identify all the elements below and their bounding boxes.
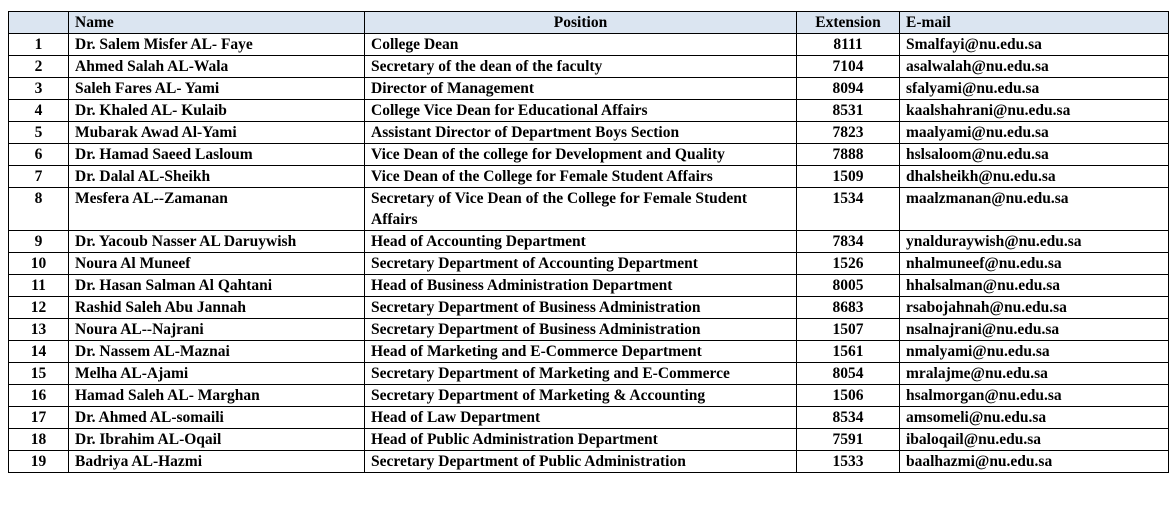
staff-position: Secretary Department of Public Administration <box>365 451 797 473</box>
row-number: 2 <box>9 56 69 78</box>
row-number: 13 <box>9 319 69 341</box>
staff-position: Secretary Department of Marketing & Accounting <box>365 385 797 407</box>
email-address: nhalmuneef@nu.edu.sa <box>900 253 1169 275</box>
staff-position: Assistant Director of Department Boys Section <box>365 122 797 144</box>
table-row <box>9 100 1169 122</box>
phone-extension: 1507 <box>797 319 900 341</box>
row-number: 19 <box>9 451 69 473</box>
row-number: 6 <box>9 144 69 166</box>
row-number: 16 <box>9 385 69 407</box>
phone-extension: 7888 <box>797 144 900 166</box>
staff-name: Noura Al Muneef <box>69 253 365 275</box>
staff-name: Dr. Khaled AL- Kulaib <box>69 100 365 122</box>
phone-extension: 8683 <box>797 297 900 319</box>
table-row <box>9 144 1169 166</box>
table-row <box>9 275 1169 297</box>
staff-name: Saleh Fares AL- Yami <box>69 78 365 100</box>
row-number: 11 <box>9 275 69 297</box>
phone-extension: 1533 <box>797 451 900 473</box>
phone-extension: 1506 <box>797 385 900 407</box>
email-address: Smalfayi@nu.edu.sa <box>900 34 1169 56</box>
phone-extension: 1526 <box>797 253 900 275</box>
phone-extension: 1561 <box>797 341 900 363</box>
table-row <box>9 407 1169 429</box>
staff-position: Head of Marketing and E-Commerce Department <box>365 341 797 363</box>
table-row <box>9 319 1169 341</box>
staff-name: Noura AL--Najrani <box>69 319 365 341</box>
staff-name: Dr. Ahmed AL-somaili <box>69 407 365 429</box>
header-email: E-mail <box>900 12 1169 34</box>
staff-directory-table <box>8 11 1169 473</box>
phone-extension: 8111 <box>797 34 900 56</box>
staff-position: Vice Dean of the college for Development and Quality <box>365 144 797 166</box>
row-number: 4 <box>9 100 69 122</box>
staff-name: Badriya AL-Hazmi <box>69 451 365 473</box>
email-address: amsomeli@nu.edu.sa <box>900 407 1169 429</box>
table-row <box>9 34 1169 56</box>
phone-extension: 8054 <box>797 363 900 385</box>
staff-name: Rashid Saleh Abu Jannah <box>69 297 365 319</box>
header-name: Name <box>69 12 365 34</box>
email-address: ibaloqail@nu.edu.sa <box>900 429 1169 451</box>
phone-extension: 8005 <box>797 275 900 297</box>
table-row <box>9 253 1169 275</box>
staff-name: Melha AL-Ajami <box>69 363 365 385</box>
staff-name: Dr. Ibrahim AL-Oqail <box>69 429 365 451</box>
staff-position: Head of Business Administration Department <box>365 275 797 297</box>
row-number: 1 <box>9 34 69 56</box>
staff-position: Secretary Department of Business Administration <box>365 319 797 341</box>
table-row <box>9 451 1169 473</box>
table-row <box>9 122 1169 144</box>
row-number: 7 <box>9 166 69 188</box>
email-address: rsabojahnah@nu.edu.sa <box>900 297 1169 319</box>
email-address: dhalsheikh@nu.edu.sa <box>900 166 1169 188</box>
row-number: 14 <box>9 341 69 363</box>
staff-position: Head of Public Administration Department <box>365 429 797 451</box>
table-row <box>9 56 1169 78</box>
staff-position: Head of Accounting Department <box>365 231 797 253</box>
row-number: 17 <box>9 407 69 429</box>
staff-position: Secretary Department of Accounting Department <box>365 253 797 275</box>
staff-position: Secretary of Vice Dean of the College for Female Student Affairs <box>365 188 797 231</box>
phone-extension: 1534 <box>797 188 900 231</box>
row-number: 12 <box>9 297 69 319</box>
row-number: 3 <box>9 78 69 100</box>
email-address: ynalduraywish@nu.edu.sa <box>900 231 1169 253</box>
phone-extension: 8531 <box>797 100 900 122</box>
email-address: sfalyami@nu.edu.sa <box>900 78 1169 100</box>
row-number: 15 <box>9 363 69 385</box>
email-address: kaalshahrani@nu.edu.sa <box>900 100 1169 122</box>
table-row <box>9 341 1169 363</box>
email-address: hhalsalman@nu.edu.sa <box>900 275 1169 297</box>
row-number: 9 <box>9 231 69 253</box>
row-number: 18 <box>9 429 69 451</box>
phone-extension: 7823 <box>797 122 900 144</box>
staff-position: Director of Management <box>365 78 797 100</box>
table-row <box>9 78 1169 100</box>
table-row <box>9 231 1169 253</box>
header-position: Position <box>365 12 797 34</box>
phone-extension: 8534 <box>797 407 900 429</box>
email-address: hsalmorgan@nu.edu.sa <box>900 385 1169 407</box>
phone-extension: 1509 <box>797 166 900 188</box>
staff-name: Ahmed Salah AL-Wala <box>69 56 365 78</box>
staff-name: Dr. Dalal AL-Sheikh <box>69 166 365 188</box>
table-row <box>9 363 1169 385</box>
table-row <box>9 166 1169 188</box>
phone-extension: 7834 <box>797 231 900 253</box>
row-number: 10 <box>9 253 69 275</box>
table-row <box>9 188 1169 231</box>
staff-name: Dr. Hasan Salman Al Qahtani <box>69 275 365 297</box>
staff-position: Secretary of the dean of the faculty <box>365 56 797 78</box>
email-address: maalzmanan@nu.edu.sa <box>900 188 1169 231</box>
email-address: mralajme@nu.edu.sa <box>900 363 1169 385</box>
staff-position: Head of Law Department <box>365 407 797 429</box>
staff-name: Dr. Nassem AL-Maznai <box>69 341 365 363</box>
staff-name: Dr. Yacoub Nasser AL Daruywish <box>69 231 365 253</box>
table-body <box>9 34 1169 473</box>
email-address: hslsaloom@nu.edu.sa <box>900 144 1169 166</box>
staff-position: College Vice Dean for Educational Affairs <box>365 100 797 122</box>
staff-position: Secretary Department of Business Administration <box>365 297 797 319</box>
row-number: 5 <box>9 122 69 144</box>
staff-name: Dr. Salem Misfer AL- Faye <box>69 34 365 56</box>
phone-extension: 7591 <box>797 429 900 451</box>
staff-position: Secretary Department of Marketing and E-Commerce <box>365 363 797 385</box>
staff-name: Mubarak Awad Al-Yami <box>69 122 365 144</box>
email-address: nmalyami@nu.edu.sa <box>900 341 1169 363</box>
email-address: asalwalah@nu.edu.sa <box>900 56 1169 78</box>
email-address: nsalnajrani@nu.edu.sa <box>900 319 1169 341</box>
staff-position: Vice Dean of the College for Female Student Affairs <box>365 166 797 188</box>
staff-name: Dr. Hamad Saeed Lasloum <box>69 144 365 166</box>
phone-extension: 7104 <box>797 56 900 78</box>
staff-name: Hamad Saleh AL- Marghan <box>69 385 365 407</box>
table-row <box>9 385 1169 407</box>
phone-extension: 8094 <box>797 78 900 100</box>
header-number <box>9 12 69 34</box>
email-address: maalyami@nu.edu.sa <box>900 122 1169 144</box>
staff-position: College Dean <box>365 34 797 56</box>
row-number: 8 <box>9 188 69 231</box>
table-row <box>9 429 1169 451</box>
header-row <box>9 12 1169 34</box>
header-extension: Extension <box>797 12 900 34</box>
table-row <box>9 297 1169 319</box>
table-header <box>9 12 1169 34</box>
staff-name: Mesfera AL--Zamanan <box>69 188 365 231</box>
email-address: baalhazmi@nu.edu.sa <box>900 451 1169 473</box>
